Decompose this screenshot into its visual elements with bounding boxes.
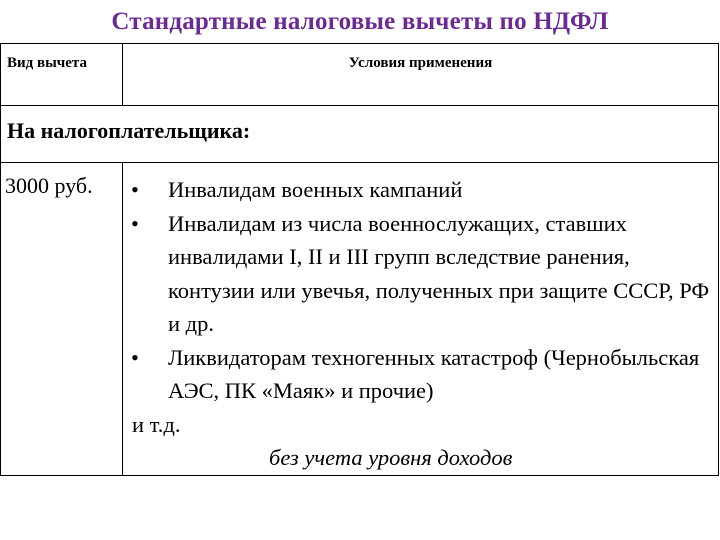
section-row	[1, 106, 719, 163]
bullet-icon: •	[131, 177, 139, 202]
deduction-amount: 3000 руб.	[5, 173, 93, 198]
deductions-table	[0, 43, 719, 476]
table-row	[1, 163, 719, 476]
amount-cell	[1, 163, 123, 476]
etc-text: и т.д.	[132, 411, 181, 437]
list-item-text: Ликвидаторам техногенных катастроф (Чернобыльская АЭС, ПК «Маяк» и прочие)	[168, 344, 700, 403]
conditions-cell	[123, 163, 719, 476]
header-conditions-label: Условия применения	[348, 55, 493, 71]
list-item	[129, 207, 718, 341]
page-title: Стандартные налоговые вычеты по НДФЛ	[111, 8, 609, 35]
table-header-row	[1, 44, 719, 106]
bullet-icon: •	[131, 210, 139, 236]
header-cell-conditions	[123, 44, 719, 106]
note-text: без учета уровня доходов	[269, 445, 513, 470]
list-item-text: Инвалидам военных кампаний	[168, 177, 463, 202]
list-item	[129, 173, 718, 207]
list-item-text: Инвалидам из числа военнослужащих, ставших инвалидами I, II и III групп вследствие ранения, контузии или увечья, полученных при защите СССР, РФ и др.	[168, 210, 710, 336]
list-item	[129, 341, 718, 408]
bullet-icon: •	[131, 344, 139, 370]
header-cell-type	[1, 44, 123, 106]
section-cell	[1, 106, 719, 163]
header-type-label: Вид вычета	[7, 55, 87, 71]
conditions-list	[129, 173, 718, 408]
section-label: На налогоплательщика:	[7, 118, 251, 143]
